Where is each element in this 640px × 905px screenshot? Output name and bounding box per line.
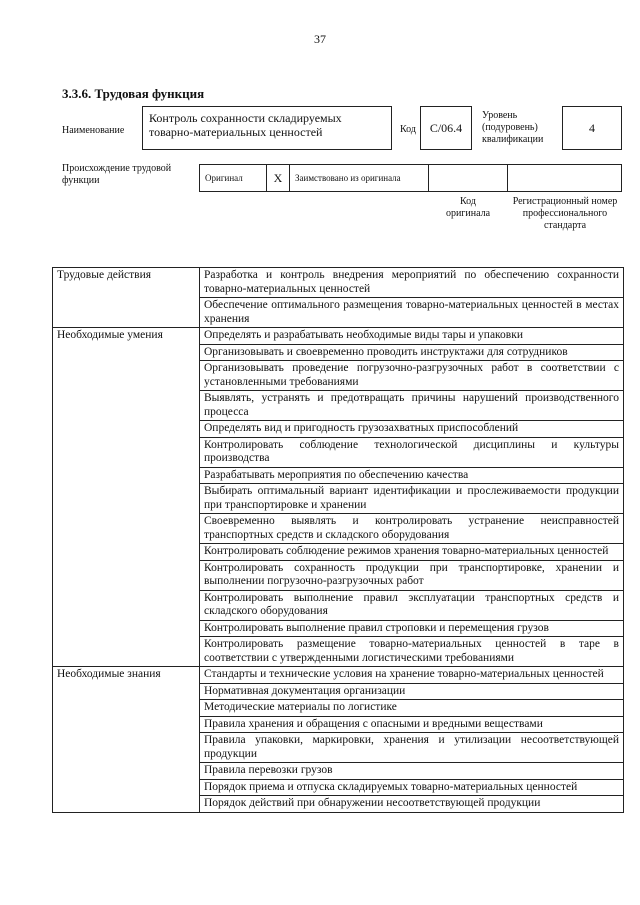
requirement-cell: Правила хранения и обращения с опасными и вредными веществами <box>200 716 624 733</box>
section-title: 3.3.6. Трудовая функция <box>62 86 205 101</box>
origin-label: Происхождение трудовой функции <box>62 163 172 186</box>
requirements-table <box>52 267 624 813</box>
requirement-cell: Методические материалы по логистике <box>200 700 624 717</box>
code-label: Код <box>400 124 416 135</box>
origin-borrowed-cell: Заимствовано из оригинала <box>289 164 429 192</box>
requirement-cell: Порядок действий при обнаружении несоответствующей продукции <box>200 796 624 813</box>
table-row <box>53 328 624 345</box>
requirement-cell: Определять вид и пригодность грузозахватных приспособлений <box>200 421 624 438</box>
requirement-cell: Стандарты и технические условия на хранение товарно-материальных ценностей <box>200 667 624 684</box>
requirement-cell: Обеспечение оптимального размещения товарно-материальных ценностей в местах хранения <box>200 298 624 328</box>
requirement-cell: Правила упаковки, маркировки, хранения и утилизации несоответствующей продукции <box>200 733 624 763</box>
requirement-cell: Контролировать размещение товарно-материальных ценностей в таре в соответствии с утвержденными логистическими требованиями <box>200 637 624 667</box>
code-original-label: Код оригинала <box>445 196 491 219</box>
requirement-cell: Разрабатывать мероприятия по обеспечению качества <box>200 467 624 484</box>
requirement-cell: Нормативная документация организации <box>200 683 624 700</box>
requirement-cell: Контролировать сохранность продукции при транспортировке, хранении и выполнении погрузочно-разгрузочных работ <box>200 560 624 590</box>
name-label: Наименование <box>62 125 125 136</box>
table-row <box>53 268 624 298</box>
origin-code-cell <box>428 164 508 192</box>
requirement-cell: Контролировать соблюдение режимов хранения товарно-материальных ценностей <box>200 544 624 561</box>
origin-mark-cell: X <box>266 164 290 192</box>
requirement-cell: Порядок приема и отпуска складируемых товарно-материальных ценностей <box>200 779 624 796</box>
requirement-cell: Контролировать выполнение правил эксплуатации транспортных средств и складского оборудования <box>200 590 624 620</box>
requirement-cell: Организовывать и своевременно проводить инструктажи для сотрудников <box>200 344 624 361</box>
function-name-box: Контроль сохранности складируемых товарно-материальных ценностей <box>142 106 392 150</box>
requirement-cell: Правила перевозки грузов <box>200 763 624 780</box>
requirement-cell: Организовывать проведение погрузочно-разгрузочных работ в соответствии с установленными требованиями <box>200 361 624 391</box>
requirement-cell: Определять и разрабатывать необходимые виды тары и упаковки <box>200 328 624 345</box>
origin-original-cell: Оригинал <box>199 164 267 192</box>
category-cell: Необходимые умения <box>53 328 200 667</box>
reg-number-label: Регистрационный номер профессионального стандарта <box>512 196 618 231</box>
code-box: C/06.4 <box>420 106 472 150</box>
requirement-cell: Разработка и контроль внедрения мероприятий по обеспечению сохранности товарно-материальных ценностей <box>200 268 624 298</box>
table-row <box>53 667 624 684</box>
category-cell: Трудовые действия <box>53 268 200 328</box>
requirement-cell: Контролировать соблюдение технологической дисциплины и культуры производства <box>200 437 624 467</box>
level-label: Уровень (подуровень) квалификации <box>482 110 544 145</box>
requirement-cell: Контролировать выполнение правил строповки и перемещения грузов <box>200 620 624 637</box>
page-number: 37 <box>314 32 326 46</box>
requirement-cell: Своевременно выявлять и контролировать устранение неисправностей транспортных средств и складского оборудования <box>200 514 624 544</box>
requirement-cell: Выявлять, устранять и предотвращать причины нарушений производственного процесса <box>200 391 624 421</box>
level-box: 4 <box>562 106 622 150</box>
origin-reg-cell <box>507 164 622 192</box>
requirement-cell: Выбирать оптимальный вариант идентификации и прослеживаемости продукции при транспортировке и хранении <box>200 484 624 514</box>
origin-row <box>200 164 624 192</box>
category-cell: Необходимые знания <box>53 667 200 813</box>
